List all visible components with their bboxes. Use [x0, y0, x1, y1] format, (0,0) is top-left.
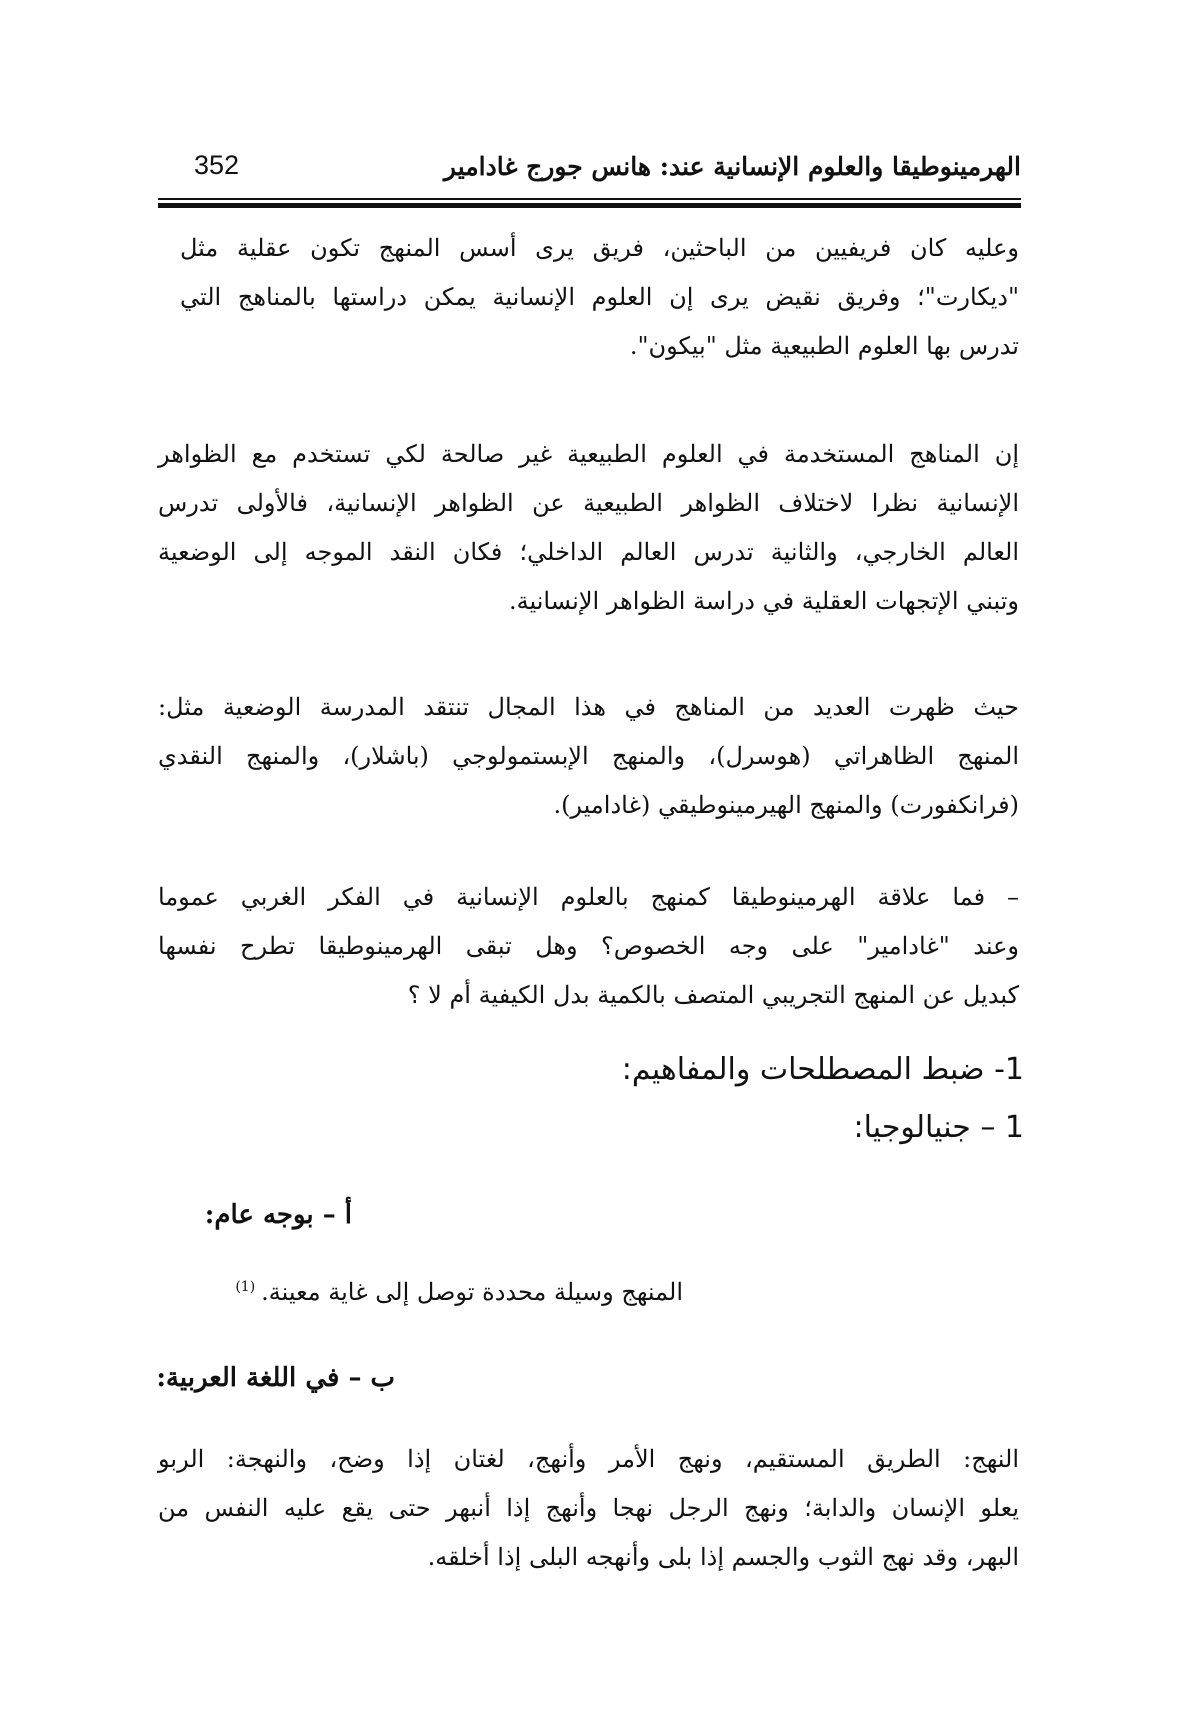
sub-heading-arabic: ب – في اللغة العربية: — [156, 1363, 395, 1393]
paragraph-line: تدرس بها العلوم الطبيعية مثل "بيكون". — [629, 332, 1019, 360]
paragraph-2 — [158, 430, 1019, 626]
running-title: الهرمينوطيقا والعلوم الإنسانية عند: هانس جورج غادامير — [443, 152, 1021, 181]
paragraph-line: وعليه كان فريفيين من الباحثين، فريق يرى أسس المنهج تكون عقلية مثل — [180, 234, 1019, 262]
paragraph-line: – فما علاقة الهرمينوطيقا كمنهج بالعلوم الإنسانية في الفكر الغربي عموما — [158, 883, 1019, 911]
footnote-marker[interactable]: (1) — [235, 1279, 256, 1295]
paragraph-line: حيث ظهرت العديد من المناهج في هذا المجال تنتقد المدرسة الوضعية مثل: — [158, 693, 1019, 721]
paragraph-line: وتبني الإتجهات العقلية في دراسة الظواهر الإنسانية. — [509, 587, 1019, 615]
paragraph-line: النهج: الطريق المستقيم، ونهج الأمر وأنهج، لغتان إذا وضح، والنهجة: الربو — [158, 1445, 1019, 1473]
definition-line — [235, 1278, 683, 1306]
paragraph-3 — [158, 683, 1019, 830]
paragraph-line: إن المناهج المستخدمة في العلوم الطبيعية غير صالحة لكي تستخدم مع الظواهر — [158, 440, 1019, 468]
sub-heading-general: أ – بوجه عام: — [204, 1200, 352, 1230]
page-number: 352 — [194, 150, 240, 180]
page-header — [158, 150, 1021, 190]
paragraph-line: "ديكارت"؛ وفريق نقيض يرى إن العلوم الإنسانية يمكن دراستها بالمناهج التي — [180, 283, 1019, 311]
paragraph-line: العالم الخارجي، والثانية تدرس العالم الداخلي؛ فكان النقد الموجه إلى الوضعية — [158, 538, 1019, 566]
header-rule-thick — [158, 203, 1021, 208]
paragraph-5 — [158, 1435, 1019, 1582]
paragraph-line: كبديل عن المنهج التجريبي المتصف بالكمية بدل الكيفية أم لا ؟ — [407, 981, 1019, 1009]
header-rule-thin — [158, 198, 1021, 200]
paragraph-line: البهر، وقد نهج الثوب والجسم إذا بلى وأنهجه البلى إذا أخلقه. — [427, 1543, 1019, 1571]
paragraph-line: الإنسانية نظرا لاختلاف الظواهر الطبيعية عن الظواهر الإنسانية، فالأولى تدرس — [158, 489, 1019, 517]
paragraph-line: (فرانكفورت) والمنهج الهيرمينوطيقي (غادامير). — [553, 791, 1019, 819]
paragraph-line: وعند "غادامير" على وجه الخصوص؟ وهل تبقى الهرمينوطيقا تطرح نفسها — [158, 932, 1019, 960]
section-heading: 1- ضبط المصطلحات والمفاهيم: — [621, 1052, 1024, 1087]
paragraph-line: يعلو الإنسان والدابة؛ ونهج الرجل نهجا وأنهج إذا أنبهر حتى يقع عليه النفس من — [158, 1494, 1019, 1522]
paragraph-4 — [158, 873, 1019, 1020]
paragraph-1 — [180, 224, 1019, 371]
subsection-heading: 1 – جنيالوجيا: — [853, 1110, 1024, 1145]
paragraph-line: المنهج الظاهراتي (هوسرل)، والمنهج الإبستمولوجي (باشلار)، والمنهج النقدي — [158, 742, 1019, 770]
definition-text: المنهج وسيلة محددة توصل إلى غاية معينة. — [261, 1278, 683, 1306]
